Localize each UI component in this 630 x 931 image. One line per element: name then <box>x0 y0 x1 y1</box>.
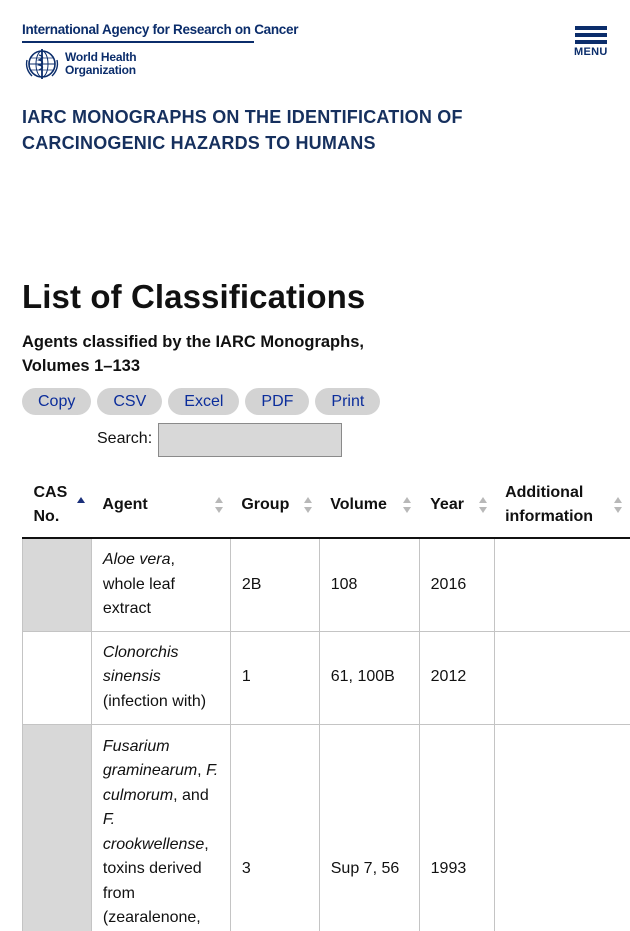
agency-divider <box>22 41 254 43</box>
column-header-label: Group <box>241 495 290 513</box>
print-button[interactable]: Print <box>315 388 380 415</box>
sort-both-icon <box>403 497 411 513</box>
year-cell: 2012 <box>419 631 494 724</box>
menu-bar-icon <box>575 26 607 30</box>
menu-button[interactable] <box>570 24 612 64</box>
table-row[interactable] <box>23 631 630 724</box>
sort-both-icon <box>304 497 312 513</box>
additional-info-cell <box>494 724 630 931</box>
who-name-line2: Organization <box>65 63 136 77</box>
table-header-row <box>23 472 630 538</box>
column-header-label: CAS <box>33 483 68 501</box>
agent-text: (infection with) <box>102 692 207 710</box>
copy-button[interactable]: Copy <box>22 388 91 415</box>
page-title: List of Classifications <box>22 278 366 315</box>
column-header-label: Additional <box>505 483 584 501</box>
column-header-year[interactable] <box>419 472 494 538</box>
cas-cell <box>23 538 92 631</box>
sort-ascending-icon <box>77 497 85 513</box>
additional-info-cell <box>494 631 630 724</box>
agent-text: F. culmorum <box>102 762 219 804</box>
column-header-volume[interactable] <box>319 472 419 538</box>
sort-both-icon <box>479 497 487 513</box>
who-name-line1: World Health <box>65 50 137 64</box>
column-header-label: information <box>505 507 594 525</box>
classifications-table <box>22 472 630 931</box>
page-subtitle: Agents classified by the IARC Monographs, Volumes 1–133 <box>22 333 364 375</box>
menu-bar-icon <box>575 40 607 44</box>
who-emblem-icon[interactable] <box>24 47 60 81</box>
sort-both-icon <box>215 497 223 513</box>
column-header-label: Year <box>430 495 464 513</box>
additional-info-cell <box>494 538 630 631</box>
cas-cell <box>23 631 92 724</box>
agent-cell[interactable] <box>91 631 230 724</box>
group-cell: 3 <box>230 724 319 931</box>
volume-cell: Sup 7, 56 <box>319 724 419 931</box>
column-header-cas[interactable] <box>23 472 92 538</box>
cas-cell <box>23 724 92 931</box>
agent-text: Aloe vera <box>102 551 171 568</box>
column-header-label: Volume <box>330 495 387 513</box>
agent-text: Clonorchis sinensis <box>102 643 179 686</box>
agent-cell[interactable] <box>91 538 230 631</box>
year-cell: 1993 <box>419 724 494 931</box>
series-title[interactable]: IARC MONOGRAPHS ON THE IDENTIFICATION OF CARCINOGENIC HAZARDS TO HUMANS <box>22 107 463 153</box>
agent-text: , toxins derived from (zearalenone, <box>102 835 209 926</box>
export-buttons <box>22 388 380 415</box>
column-header-agent[interactable] <box>91 472 230 538</box>
csv-button[interactable]: CSV <box>97 388 162 415</box>
search-input[interactable] <box>158 423 342 457</box>
volume-cell: 108 <box>319 538 419 631</box>
who-name <box>65 51 136 77</box>
table-row[interactable] <box>23 724 630 931</box>
column-header-label: No. <box>33 507 60 525</box>
agent-text: , <box>197 762 207 779</box>
pdf-button[interactable]: PDF <box>245 388 309 415</box>
year-cell: 2016 <box>419 538 494 631</box>
column-header-label: Agent <box>102 495 148 513</box>
group-cell: 2B <box>230 538 319 631</box>
agency-name[interactable]: International Agency for Research on Cancer <box>22 22 299 37</box>
volume-cell: 61, 100B <box>319 631 419 724</box>
agent-text: , and <box>173 786 209 804</box>
site-header <box>22 22 612 92</box>
agent-text: Fusarium graminearum <box>102 737 198 779</box>
column-header-group[interactable] <box>230 472 319 538</box>
agent-cell[interactable] <box>91 724 230 931</box>
sort-both-icon <box>614 497 622 513</box>
table-row[interactable] <box>23 538 630 631</box>
menu-label: MENU <box>574 46 608 58</box>
excel-button[interactable]: Excel <box>168 388 239 415</box>
column-header-additional-information[interactable] <box>494 472 630 538</box>
search-label: Search: <box>97 430 153 447</box>
agent-text: F. crookwellense <box>102 811 205 853</box>
group-cell: 1 <box>230 631 319 724</box>
agent-text: , whole leaf extract <box>102 551 175 617</box>
menu-bar-icon <box>575 33 607 37</box>
